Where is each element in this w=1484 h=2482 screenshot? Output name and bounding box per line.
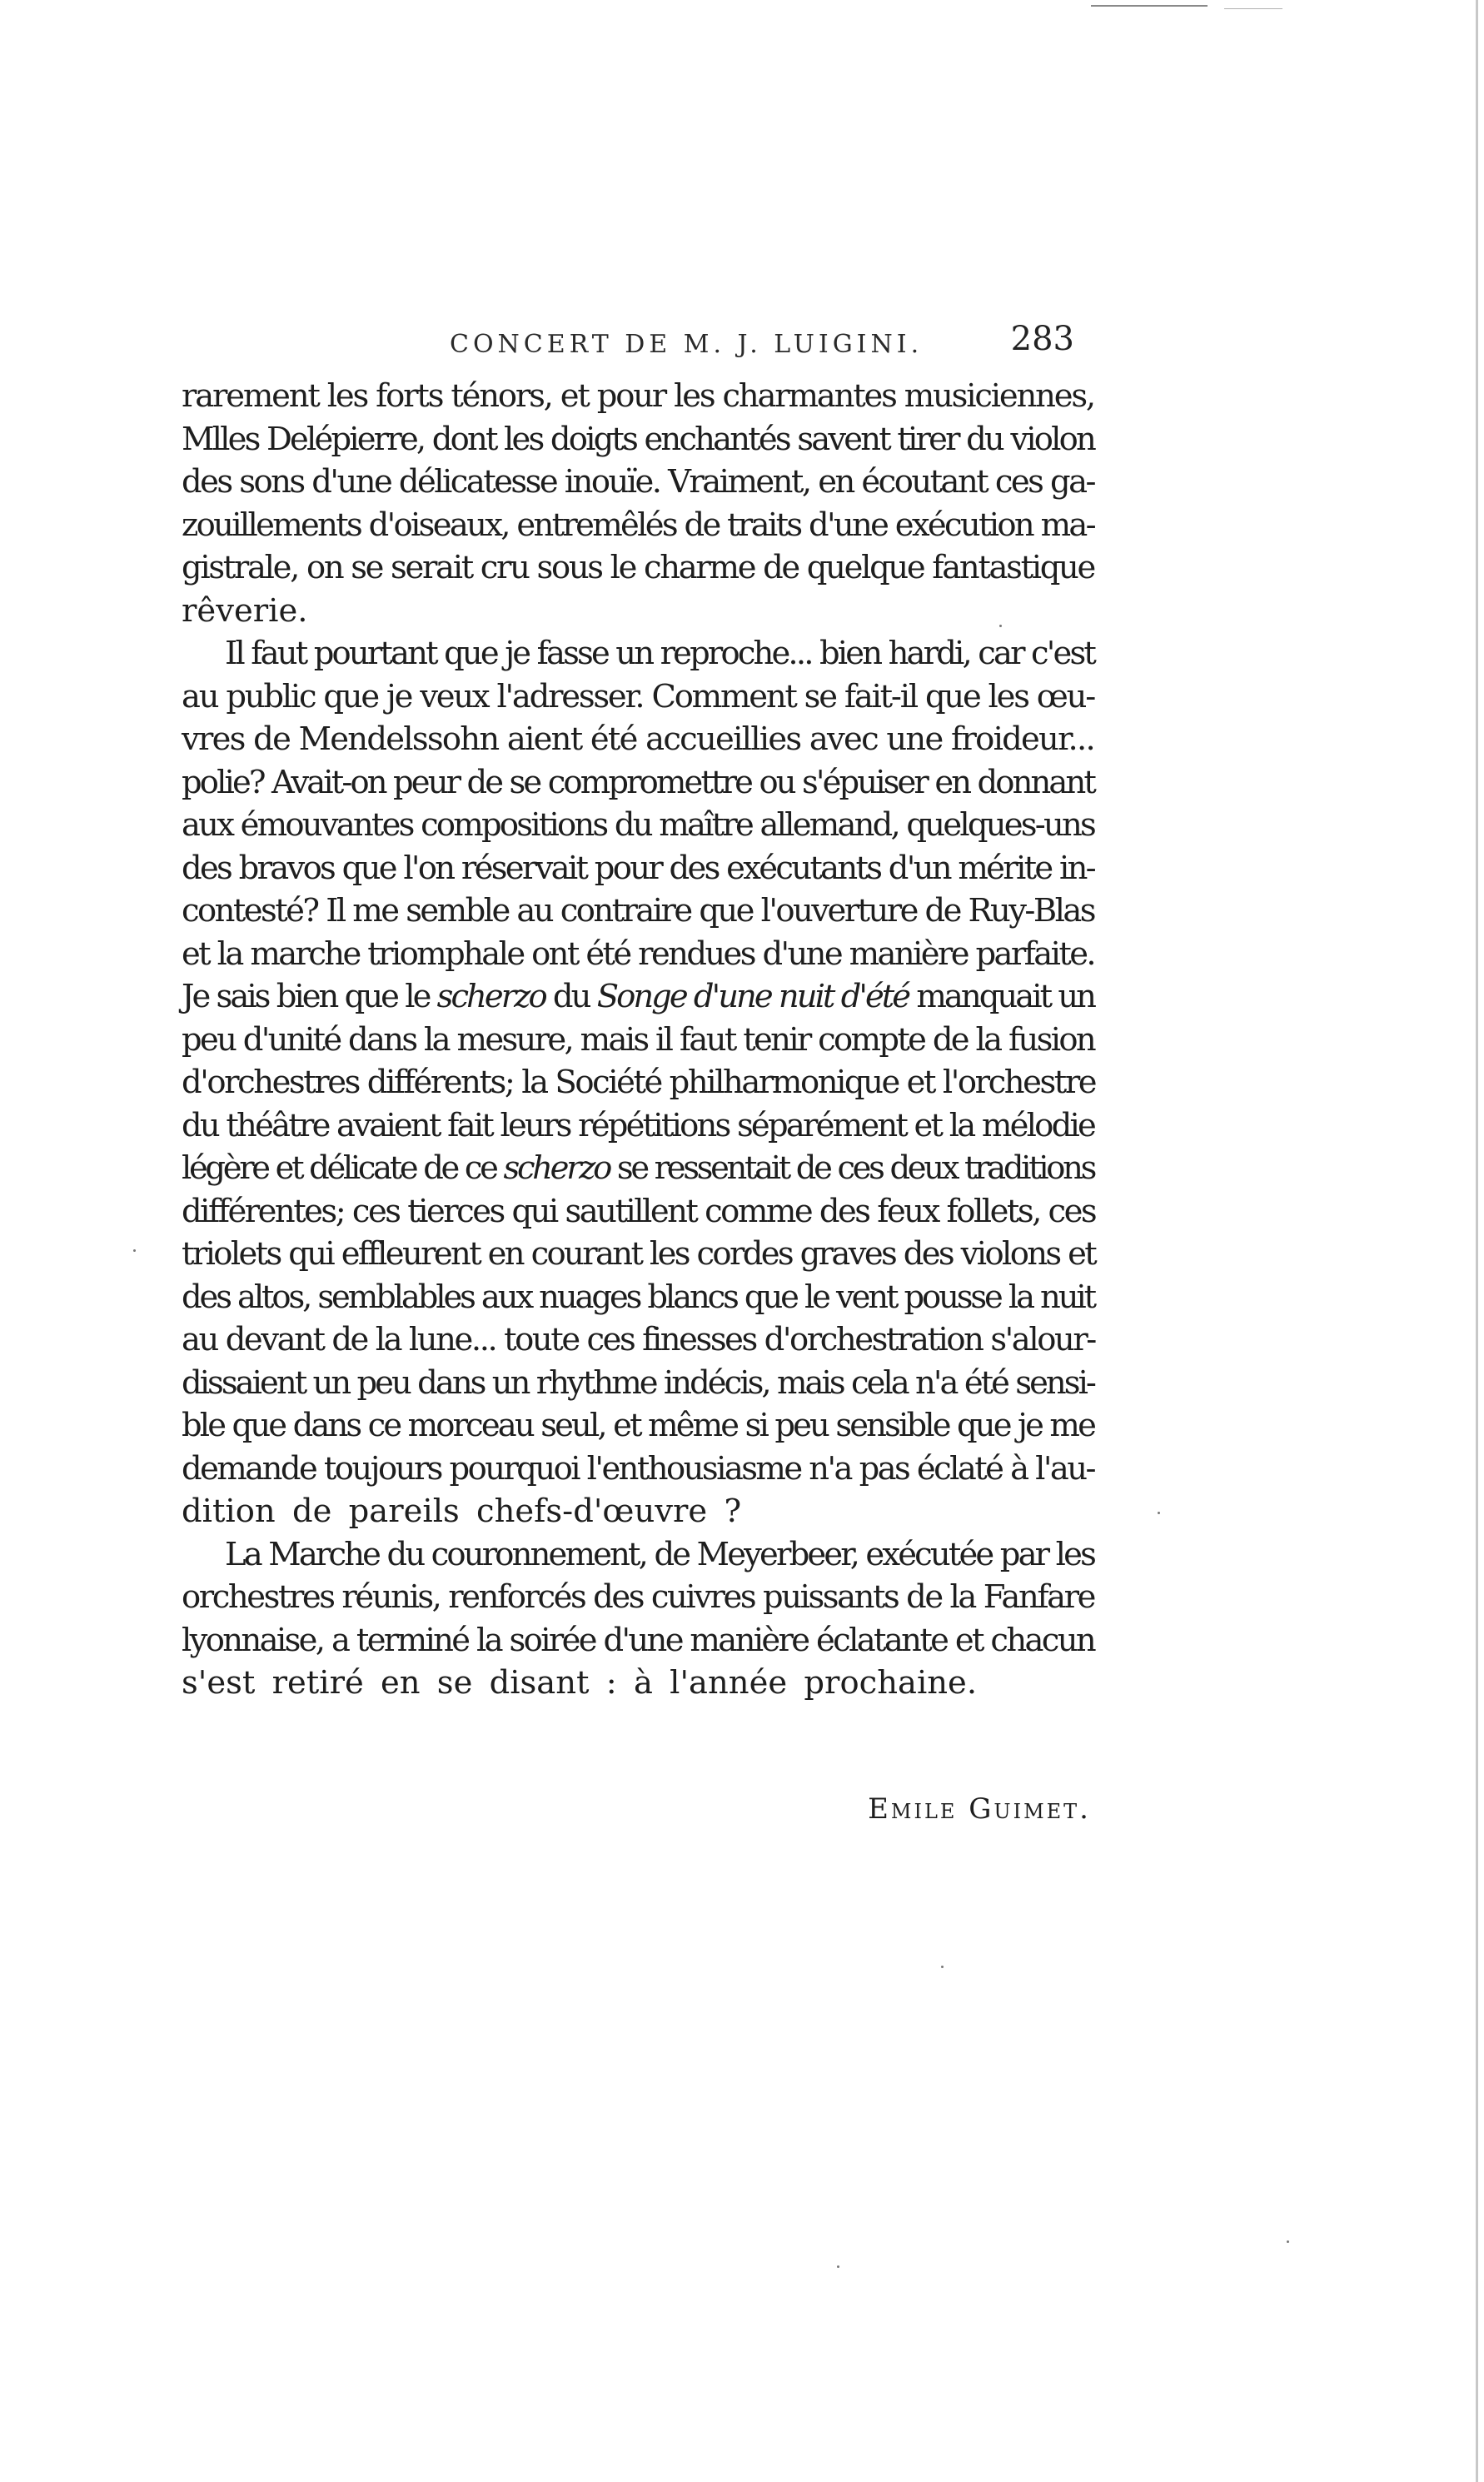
text-line: rarement les forts ténors, et pour les charmantes musiciennes,	[182, 377, 1094, 415]
text-line: d'orchestres différents; la Société philharmonique et l'orchestre	[182, 1064, 1096, 1101]
scan-speck	[133, 1249, 136, 1252]
text-line: demande toujours pourquoi l'enthousiasme n'a pas éclaté à l'au-	[182, 1449, 1094, 1488]
text-line: Je sais bien que le scherzo du Songe d'une nuit d'été manquait un	[182, 978, 1094, 1015]
text-line: vres de Mendelssohn aient été accueillies avec une froideur...	[182, 720, 1094, 758]
scan-speck	[941, 1966, 944, 1968]
scan-speck	[837, 2265, 839, 2268]
running-title: CONCERT DE M. J. LUIGINI.	[450, 330, 924, 359]
text-line: contesté? Il me semble au contraire que l'ouverture de Ruy-Blas	[182, 892, 1094, 930]
text-line: peu d'unité dans la mesure, mais il faut tenir compte de la fusion	[182, 1020, 1094, 1059]
text-line: s'est retiré en se disant : à l'année prochaine.	[182, 1664, 978, 1702]
text-line: orchestres réunis, renforcés des cuivres puissants de la Fanfare	[182, 1578, 1094, 1616]
author-signature: Emile Guimet.	[868, 1792, 1091, 1826]
page-edge	[1476, 0, 1478, 2482]
text-line: et la marche triomphale ont été rendues d'une manière parfaite.	[182, 934, 1094, 973]
text-line: ble que dans ce morceau seul, et même si peu sensible que je me	[182, 1407, 1094, 1444]
scan-artifact-rule	[1224, 8, 1282, 9]
scan-speck	[1158, 1512, 1160, 1514]
text-line: différentes; ces tierces qui sautillent comme des feux follets, ces	[182, 1192, 1096, 1230]
text-line: des altos, semblables aux nuages blancs que le vent pousse la nuit	[182, 1278, 1094, 1316]
text-line: au public que je veux l'adresser. Comment se fait-il que les œu-	[182, 677, 1094, 715]
text-line: des sons d'une délicatesse inouïe. Vraiment, en écoutant ces ga-	[182, 463, 1094, 501]
text-line: au devant de la lune... toute ces finesses d'orchestration s'alour-	[182, 1321, 1095, 1358]
page-number: 283	[1010, 320, 1074, 358]
scan-speck	[1287, 2240, 1289, 2243]
text-line: dissaient un peu dans un rhythme indécis, mais cela n'a été sensi-	[182, 1363, 1094, 1402]
text-line: dition de pareils chefs-d'œuvre ?	[182, 1493, 742, 1530]
text-line: des bravos que l'on réservait pour des exécutants d'un mérite in-	[182, 849, 1094, 887]
text-line: La Marche du couronnement, de Meyerbeer, exécutée par les	[225, 1535, 1094, 1573]
text-line: rêverie.	[182, 591, 308, 630]
running-head	[208, 320, 1091, 370]
text-line: aux émouvantes compositions du maître allemand, quelques-uns	[182, 806, 1094, 844]
text-line: triolets qui effleurent en courant les cordes graves des violons et	[182, 1235, 1096, 1273]
text-line: Mlles Delépierre, dont les doigts enchantés savent tirer du violon	[182, 420, 1094, 458]
body-text	[182, 375, 1094, 1705]
text-line: polie? Avait-on peur de se compromettre ou s'épuiser en donnant	[182, 763, 1094, 801]
text-line: Il faut pourtant que je fasse un reproche... bien hardi, car c'est	[225, 635, 1094, 672]
text-line: légère et délicate de ce scherzo se ressentait de ces deux traditions	[182, 1149, 1094, 1187]
text-line: gistrale, on se serait cru sous le charme de quelque fantastique	[182, 549, 1094, 586]
text-line: du théâtre avaient fait leurs répétitions séparément et la mélodie	[182, 1106, 1094, 1144]
scan-artifact-rule	[1091, 5, 1208, 7]
text-line: zouillements d'oiseaux, entremêlés de traits d'une exécution ma-	[182, 506, 1094, 544]
scan-speck	[999, 625, 1002, 627]
text-line: lyonnaise, a terminé la soirée d'une manière éclatante et chacun	[182, 1621, 1094, 1659]
